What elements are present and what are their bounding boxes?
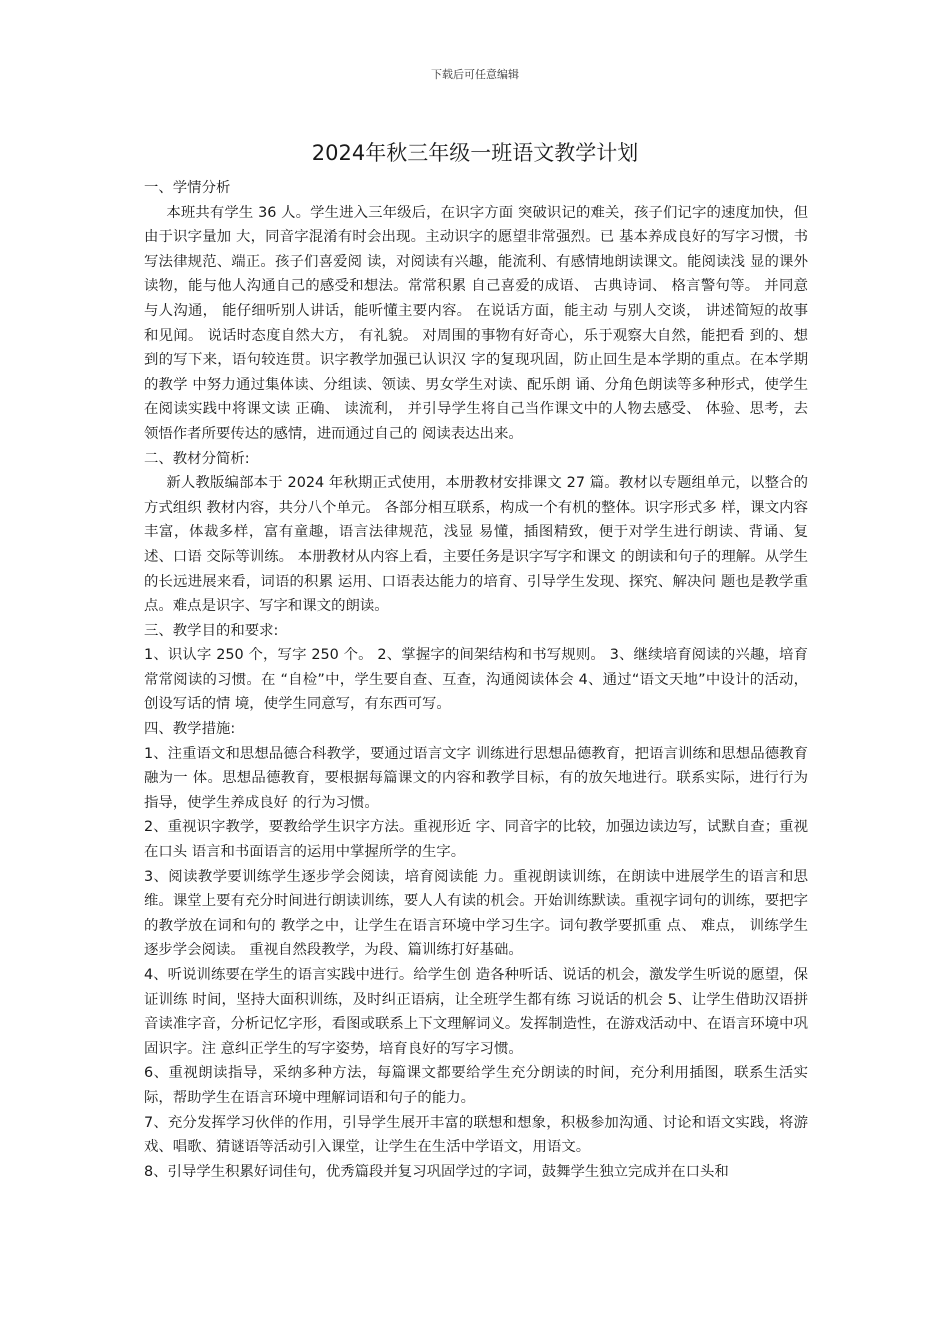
measure-item: 8、引导学生积累好词佳句，优秀篇段并复习巩固学过的字词，鼓舞学生独立完成并在口头和 xyxy=(144,1163,729,1180)
measure-item: 2、重视识字教学，要教给学生识字方法。重视形近 字、同音字的比较，加强边读边写，试默自查；重视在口头 语言和书面语言的运用中掌握所学的生字。 xyxy=(144,819,808,861)
document-title: 2024年秋三年级一班语文教学计划 xyxy=(311,141,639,165)
document-body xyxy=(144,176,808,1184)
measure-item: 1、注重语文和思想品德合科教学，要通过语言文字 训练进行思想品德教育，把语言训练和思想品德教育融为一 体。思想品德教育，要根据每篇课文的内容和教学目标，有的放矢地进行。联系实际，进行行为指导，使学生养成良好 的行为习惯。 xyxy=(144,745,808,811)
section-heading-situation: 一、学情分析 xyxy=(144,180,231,196)
measure-item: 7、充分发挥学习伙伴的作用，引导学生展开丰富的联想和想象，积极参加沟通、讨论和语文实践，将游戏、唱歌、猜谜语等活动引入课堂，让学生在生活中学语文，用语文。 xyxy=(144,1114,808,1156)
paragraph-goals: 1、识认字 250 个，写字 250 个。 2、掌握字的间架结构和书写规则。 3、继续培育阅读的兴趣，培育常常阅读的习惯。在 “自检”中，学生要自查、互查，沟通阅读体会 4、通过“语文天地”中设计的活动，创设写话的情 境，使学生同意写，有东西可写。 xyxy=(144,647,808,713)
measure-item: 4、听说训练要在学生的语言实践中进行。给学生创 造各种听话、说话的机会，激发学生听说的愿望，保证训练 时间，坚持大面积训练，及时纠正语病，让全班学生都有练 习说话的机会 5、让学生借助汉语拼音读准字音，分析记忆字形，看图或联系上下文理解词义。发挥制造性，在游戏活动中、在语言环境中巩固识字。注 意纠正学生的写字姿势，培育良好的写字习惯。 xyxy=(144,967,808,1057)
measure-item: 6、重视朗读指导，采纳多种方法，每篇课文都要给学生充分朗读的时间，充分利用插图，联系生活实际，帮助学生在语言环境中理解词语和句子的能力。 xyxy=(144,1065,808,1106)
measure-item: 3、阅读教学要训练学生逐步学会阅读，培育阅读能 力。重视朗读训练，在朗读中进展学生的语言和思维。课堂上要有充分时间进行朗读训练，要人人有读的机会。开始训练默读。重视字词句的训练，要把字的教学放在词和句的 教学之中，让学生在语言环境中学习生字。词句教学要抓重 点、 难点， 训练学生逐步学会阅读。 重视自然段教学，为段、篇训练打好基础。 xyxy=(144,868,808,959)
page-header: 下载后可任意编辑 xyxy=(431,68,519,81)
paragraph-situation: 本班共有学生 36 人。学生进入三年级后，在识字方面 突破识记的难关，孩子们记字的速度加快，但由于识字量加 大，同音字混淆有时会出现。主动识字的愿望非常强烈。已 基本养成良好的写字习惯，书写法律规范、端正。孩子们喜爱阅 读，对阅读有兴趣，能流利、有感情地朗读课文。能阅读浅 显的课外读物，能与他人沟通自己的感受和想法。常常积累 自己喜爱的成语、 古典诗词、 格言警句等。 并同意与人沟通， 能仔细听别人讲话，能听懂主要内容。 在说话方面，能主动 与别人交谈， 讲述简短的故事和见闻。 说话时态度自然大方， 有礼貌。 对周围的事物有好奇心，乐于观察大自然，能把看 到的、想到的写下来，语句较连贯。识字教学加强已认识汉 字的复现巩固，防止回生是本学期的重点。在本学期的教学 中努力通过集体读、分组读、领读、男女学生对读、配乐朗 诵、分角色朗读等多种形式，使学生在阅读实践中将课文读 正确、 读流利， 并引导学生将自己当作课文中的人物去感受、 体验、思考，去领悟作者所要传达的感情，进而通过自己的 阅读表达出来。 xyxy=(144,204,808,442)
paragraph-textbook: 新人教版编部本于 2024 年秋期正式使用，本册教材安排课文 27 篇。教材以专题组单元，以整合的方式组织 教材内容，共分八个单元。 各部分相互联系，构成一个有机的整体。识字形式多 样，课文内容丰富，体裁多样，富有童趣，语言法律规范，浅显 易懂，插图精致，便于对学生进行朗读、背诵、复述、口语 交际等训练。 本册教材从内容上看，主要任务是识字写字和课文 的朗读和句子的理解。从学生的长远进展来看，词语的积累 运用、口语表达能力的培育、引导学生发现、探究、解决问 题也是教学重点。难点是识字、写字和课文的朗读。 xyxy=(144,475,808,615)
section-heading-measures: 四、教学措施: xyxy=(144,721,236,738)
section-heading-textbook: 二、教材分简析: xyxy=(144,450,250,467)
section-heading-goals: 三、教学目的和要求: xyxy=(144,622,279,639)
